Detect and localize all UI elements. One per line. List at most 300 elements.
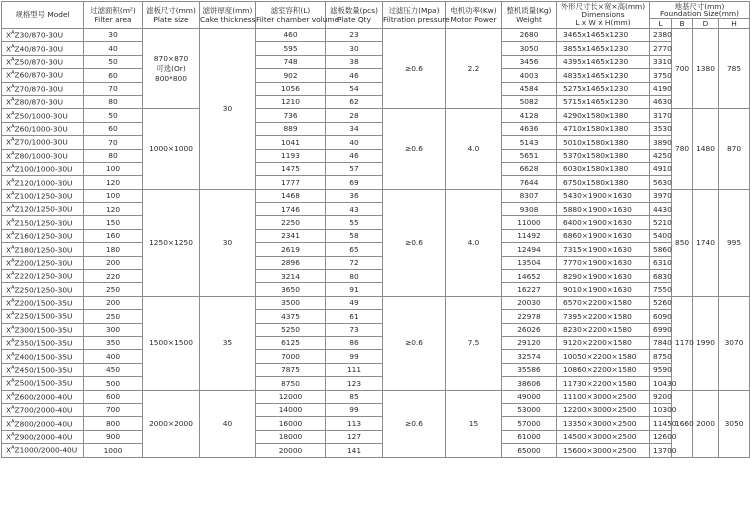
plate-qty-cell: 99: [326, 403, 383, 416]
pressure-cell: ≥0.6: [383, 296, 446, 390]
model-code: Z160/1250-30U: [14, 231, 73, 241]
table-row: [2, 283, 750, 296]
weight-cell: 4128: [502, 109, 557, 122]
filter-area-cell: 50: [84, 109, 143, 122]
dimensions-cell: 7395×2200×1580: [557, 310, 650, 323]
model-superscript: A: [11, 110, 15, 117]
foundation-l-cell: 5400: [650, 229, 672, 242]
motor-power-cell: 15: [446, 390, 502, 457]
weight-cell: 16227: [502, 283, 557, 296]
chamber-volume-cell: 595: [256, 42, 326, 55]
plate-qty-cell: 72: [326, 256, 383, 269]
weight-cell: 4003: [502, 69, 557, 82]
filter-area-cell: 250: [84, 283, 143, 296]
model-prefix: X: [6, 84, 12, 94]
plate-qty-cell: 46: [326, 69, 383, 82]
plate-qty-cell: 30: [326, 42, 383, 55]
foundation-l-cell: 9590: [650, 363, 672, 376]
model-superscript: A: [11, 204, 15, 211]
foundation-b-cell: 780: [672, 109, 693, 189]
plate-qty-cell: 99: [326, 350, 383, 363]
plate-size-value: 1250×1250: [149, 238, 193, 248]
model-superscript: A: [11, 217, 15, 224]
model-cell: [2, 55, 84, 68]
filter-area-cell: 200: [84, 296, 143, 309]
foundation-l-cell: 3890: [650, 136, 672, 149]
chamber-volume-cell: 889: [256, 122, 326, 135]
motor-power-cell: 7.5: [446, 296, 502, 390]
dimensions-cell: 11730×2200×1580: [557, 377, 650, 390]
model-cell: [2, 189, 84, 202]
table-row: [2, 296, 750, 309]
plate-qty-cell: 43: [326, 203, 383, 216]
plate-size-cell: [143, 29, 200, 109]
model-code: Z350/1500-35U: [14, 338, 73, 348]
filter-area-cell: 100: [84, 189, 143, 202]
dimensions-cell: 6400×1900×1630: [557, 216, 650, 229]
weight-cell: 61000: [502, 430, 557, 443]
model-prefix: X: [6, 164, 12, 174]
motor-power-cell: 4.0: [446, 109, 502, 189]
model-code: Z450/1500-35U: [14, 365, 73, 375]
filter-area-cell: 80: [84, 95, 143, 108]
model-superscript: A: [11, 97, 15, 104]
model-prefix: X: [6, 70, 12, 80]
pressure-cell: ≥0.6: [383, 189, 446, 296]
filter-press-spec-table: [1, 1, 750, 458]
chamber-volume-cell: 1193: [256, 149, 326, 162]
dimensions-cell: 5880×1900×1630: [557, 203, 650, 216]
table-row: [2, 323, 750, 336]
dimensions-cell: 4835x1465x1230: [557, 69, 650, 82]
model-code: Z250/1250-30U: [14, 285, 73, 295]
model-prefix: X: [6, 365, 12, 375]
pressure-cell: ≥0.6: [383, 109, 446, 189]
filter-area-cell: 450: [84, 363, 143, 376]
weight-cell: 13504: [502, 256, 557, 269]
table-row: [2, 430, 750, 443]
dimensions-cell: 12200×3000×2500: [557, 403, 650, 416]
chamber-volume-cell: 6125: [256, 336, 326, 349]
weight-cell: 7644: [502, 176, 557, 189]
foundation-b-cell: 850: [672, 189, 693, 296]
table-row: [2, 95, 750, 108]
model-superscript: A: [11, 30, 15, 37]
table-row: [2, 189, 750, 202]
foundation-d-cell: 1480: [693, 109, 719, 189]
model-prefix: X: [6, 325, 12, 335]
header-filter-area: 过滤面积(m²) Filter area: [84, 2, 143, 29]
chamber-volume-cell: 8750: [256, 377, 326, 390]
chamber-volume-cell: 1056: [256, 82, 326, 95]
plate-qty-cell: 34: [326, 122, 383, 135]
model-cell: [2, 256, 84, 269]
filter-area-cell: 300: [84, 323, 143, 336]
foundation-l-cell: 4630: [650, 95, 672, 108]
weight-cell: 35586: [502, 363, 557, 376]
model-prefix: X: [6, 445, 12, 455]
dimensions-cell: 7770×1900×1630: [557, 256, 650, 269]
chamber-volume-cell: 3214: [256, 270, 326, 283]
model-cell: [2, 82, 84, 95]
model-code: Z800/2000-40U: [14, 419, 73, 429]
weight-cell: 11492: [502, 229, 557, 242]
model-prefix: X: [6, 111, 12, 121]
plate-qty-cell: 69: [326, 176, 383, 189]
filter-area-cell: 180: [84, 243, 143, 256]
filter-area-cell: 70: [84, 82, 143, 95]
header-foundation-b: B: [672, 19, 693, 29]
foundation-l-cell: 12600: [650, 430, 672, 443]
model-cell: [2, 229, 84, 242]
header-chamber-volume: 滤室容积(L) Filter chamber volume: [256, 2, 326, 29]
plate-qty-cell: 65: [326, 243, 383, 256]
plate-qty-cell: 57: [326, 162, 383, 175]
model-cell: [2, 363, 84, 376]
dimensions-cell: 6750x1580x1380: [557, 176, 650, 189]
plate-qty-cell: 36: [326, 189, 383, 202]
header-dimensions: 外形尺寸长×宽×高(mm) Dimensions L x W x H(mm): [557, 2, 650, 29]
model-prefix: X: [6, 244, 12, 254]
dimensions-cell: 5010x1580x1380: [557, 136, 650, 149]
model-prefix: X: [6, 44, 12, 54]
foundation-l-cell: 8750: [650, 350, 672, 363]
model-superscript: A: [11, 405, 15, 412]
chamber-volume-cell: 748: [256, 55, 326, 68]
foundation-d-cell: 2000: [693, 390, 719, 457]
model-superscript: A: [11, 190, 15, 197]
weight-cell: 6628: [502, 162, 557, 175]
model-prefix: X: [6, 285, 12, 295]
plate-qty-cell: 28: [326, 109, 383, 122]
dimensions-cell: 11100×3000×2500: [557, 390, 650, 403]
plate-qty-cell: 38: [326, 55, 383, 68]
model-cell: [2, 296, 84, 309]
table-row: [2, 417, 750, 430]
model-code: Z150/1250-30U: [14, 218, 73, 228]
header-foundation-d: D: [693, 19, 719, 29]
chamber-volume-cell: 7000: [256, 350, 326, 363]
model-prefix: X: [6, 178, 12, 188]
model-prefix: X: [6, 311, 12, 321]
foundation-l-cell: 13700: [650, 444, 672, 457]
plate-qty-cell: 73: [326, 323, 383, 336]
plate-size-cell: [143, 296, 200, 390]
weight-cell: 38606: [502, 377, 557, 390]
weight-cell: 5082: [502, 95, 557, 108]
model-cell: [2, 203, 84, 216]
cake-thickness-cell: 35: [200, 296, 256, 390]
foundation-l-cell: 7550: [650, 283, 672, 296]
model-code: Z120/1000-30U: [14, 178, 73, 188]
model-superscript: A: [11, 284, 15, 291]
model-code: Z220/1250-30U: [14, 271, 73, 281]
table-row: [2, 29, 750, 42]
model-superscript: A: [11, 57, 15, 64]
plate-qty-cell: 111: [326, 363, 383, 376]
model-code: Z60/1000-30U: [14, 124, 68, 134]
foundation-l-cell: 5210: [650, 216, 672, 229]
weight-cell: 57000: [502, 417, 557, 430]
model-cell: [2, 162, 84, 175]
model-cell: [2, 390, 84, 403]
table-row: [2, 216, 750, 229]
foundation-h-cell: 785: [719, 29, 750, 109]
chamber-volume-cell: 4375: [256, 310, 326, 323]
chamber-volume-cell: 16000: [256, 417, 326, 430]
model-cell: [2, 69, 84, 82]
dimensions-cell: 3465x1465x1230: [557, 29, 650, 42]
foundation-l-cell: 6830: [650, 270, 672, 283]
model-cell: [2, 243, 84, 256]
header-cake-thickness: 滤饼厚度(mm) Cake thickness: [200, 2, 256, 29]
table-row: [2, 55, 750, 68]
foundation-l-cell: 6090: [650, 310, 672, 323]
plate-qty-cell: 23: [326, 29, 383, 42]
foundation-h-cell: 870: [719, 109, 750, 189]
model-superscript: A: [11, 150, 15, 157]
cake-thickness-cell: 30: [200, 29, 256, 190]
model-prefix: X: [6, 378, 12, 388]
foundation-l-cell: 3530: [650, 122, 672, 135]
foundation-l-cell: 10430: [650, 377, 672, 390]
model-cell: [2, 417, 84, 430]
model-cell: [2, 283, 84, 296]
model-cell: [2, 430, 84, 443]
model-prefix: X: [6, 151, 12, 161]
model-cell: [2, 176, 84, 189]
filter-area-cell: 350: [84, 336, 143, 349]
chamber-volume-cell: 2896: [256, 256, 326, 269]
plate-qty-cell: 54: [326, 82, 383, 95]
header-filtration-pressure: 过滤压力(Mpa) Filtration pressure: [383, 2, 446, 29]
model-cell: [2, 122, 84, 135]
model-prefix: X: [6, 97, 12, 107]
plate-qty-cell: 49: [326, 296, 383, 309]
plate-qty-cell: 141: [326, 444, 383, 457]
foundation-l-cell: 4250: [650, 149, 672, 162]
plate-qty-cell: 46: [326, 149, 383, 162]
filter-area-cell: 600: [84, 390, 143, 403]
foundation-b-cell: 1170: [672, 296, 693, 390]
motor-power-cell: 2.2: [446, 29, 502, 109]
filter-area-cell: 800: [84, 417, 143, 430]
model-superscript: A: [11, 70, 15, 77]
model-prefix: X: [6, 191, 12, 201]
table-row: [2, 69, 750, 82]
chamber-volume-cell: 20000: [256, 444, 326, 457]
table-row: [2, 109, 750, 122]
dimensions-cell: 6860×1900×1630: [557, 229, 650, 242]
plate-qty-cell: 86: [326, 336, 383, 349]
foundation-d-cell: 1740: [693, 189, 719, 296]
model-superscript: A: [11, 338, 15, 345]
model-cell: [2, 149, 84, 162]
filter-area-cell: 80: [84, 149, 143, 162]
model-prefix: X: [6, 352, 12, 362]
filter-area-cell: 500: [84, 377, 143, 390]
foundation-l-cell: 4910: [650, 162, 672, 175]
model-superscript: A: [11, 244, 15, 251]
foundation-l-cell: 6990: [650, 323, 672, 336]
model-code: Z80/870-30U: [14, 97, 64, 107]
model-superscript: A: [11, 257, 15, 264]
model-superscript: A: [11, 298, 15, 305]
plate-size-value: 2000×2000: [149, 418, 193, 428]
foundation-l-cell: 4430: [650, 203, 672, 216]
table-row: [2, 377, 750, 390]
dimensions-cell: 6030x1580x1380: [557, 162, 650, 175]
model-code: Z70/870-30U: [14, 84, 64, 94]
filter-area-cell: 160: [84, 229, 143, 242]
filter-area-cell: 120: [84, 203, 143, 216]
weight-cell: 32574: [502, 350, 557, 363]
model-prefix: X: [6, 338, 12, 348]
chamber-volume-cell: 902: [256, 69, 326, 82]
dimensions-cell: 15600×3000×2500: [557, 444, 650, 457]
model-code: Z200/1500-35U: [14, 298, 73, 308]
filter-area-cell: 900: [84, 430, 143, 443]
dimensions-cell: 5275x1465x1230: [557, 82, 650, 95]
foundation-l-cell: 7840: [650, 336, 672, 349]
chamber-volume-cell: 1210: [256, 95, 326, 108]
weight-cell: 4584: [502, 82, 557, 95]
foundation-l-cell: 11450: [650, 417, 672, 430]
model-superscript: A: [11, 164, 15, 171]
model-code: Z900/2000-40U: [14, 432, 73, 442]
model-cell: [2, 136, 84, 149]
model-cell: [2, 377, 84, 390]
chamber-volume-cell: 18000: [256, 430, 326, 443]
foundation-l-cell: 3310: [650, 55, 672, 68]
pressure-cell: ≥0.6: [383, 390, 446, 457]
model-cell: [2, 336, 84, 349]
plate-qty-cell: 113: [326, 417, 383, 430]
weight-cell: 8307: [502, 189, 557, 202]
chamber-volume-cell: 14000: [256, 403, 326, 416]
foundation-l-cell: 2380: [650, 29, 672, 42]
model-code: Z60/870-30U: [14, 70, 64, 80]
model-code: Z70/1000-30U: [14, 137, 68, 147]
weight-cell: 3050: [502, 42, 557, 55]
model-cell: [2, 403, 84, 416]
model-superscript: A: [11, 43, 15, 50]
model-superscript: A: [11, 177, 15, 184]
weight-cell: 14652: [502, 270, 557, 283]
model-code: Z100/1250-30U: [14, 191, 73, 201]
weight-cell: 5651: [502, 149, 557, 162]
weight-cell: 20030: [502, 296, 557, 309]
model-code: Z250/1500-35U: [14, 311, 73, 321]
plate-qty-cell: 127: [326, 430, 383, 443]
filter-area-cell: 200: [84, 256, 143, 269]
weight-cell: 4636: [502, 122, 557, 135]
plate-qty-cell: 123: [326, 377, 383, 390]
filter-area-cell: 100: [84, 162, 143, 175]
plate-size-value: 1500×1500: [149, 338, 193, 348]
chamber-volume-cell: 1468: [256, 189, 326, 202]
chamber-volume-cell: 1777: [256, 176, 326, 189]
plate-qty-cell: 58: [326, 229, 383, 242]
plate-qty-cell: 55: [326, 216, 383, 229]
chamber-volume-cell: 2619: [256, 243, 326, 256]
weight-cell: 11000: [502, 216, 557, 229]
filter-area-cell: 40: [84, 42, 143, 55]
weight-cell: 3456: [502, 55, 557, 68]
chamber-volume-cell: 2250: [256, 216, 326, 229]
model-superscript: A: [11, 378, 15, 385]
dimensions-cell: 13350×3000×2500: [557, 417, 650, 430]
table-row: [2, 229, 750, 242]
model-cell: [2, 216, 84, 229]
table-row: [2, 256, 750, 269]
chamber-volume-cell: 736: [256, 109, 326, 122]
filter-area-cell: 50: [84, 55, 143, 68]
model-superscript: A: [11, 365, 15, 372]
weight-cell: 5143: [502, 136, 557, 149]
model-code: Z180/1250-30U: [14, 244, 73, 254]
model-code: Z100/1000-30U: [14, 164, 73, 174]
table-row: [2, 149, 750, 162]
header-model: 规格型号 Model: [2, 2, 84, 29]
model-code: Z200/1250-30U: [14, 258, 73, 268]
model-superscript: A: [11, 418, 15, 425]
filter-area-cell: 150: [84, 216, 143, 229]
model-prefix: X: [6, 419, 12, 429]
dimensions-cell: 3855x1465x1230: [557, 42, 650, 55]
weight-cell: 22978: [502, 310, 557, 323]
filter-area-cell: 30: [84, 29, 143, 42]
foundation-l-cell: 2770: [650, 42, 672, 55]
plate-qty-cell: 62: [326, 95, 383, 108]
header-motor-power: 电机功率(Kw) Motor Power: [446, 2, 502, 29]
dimensions-cell: 4395x1465x1230: [557, 55, 650, 68]
weight-cell: 53000: [502, 403, 557, 416]
model-superscript: A: [11, 83, 15, 90]
header-plate-size: 滤板尺寸(mm) Plate size: [143, 2, 200, 29]
model-prefix: X: [6, 392, 12, 402]
foundation-l-cell: 6310: [650, 256, 672, 269]
model-superscript: A: [11, 324, 15, 331]
filter-area-cell: 250: [84, 310, 143, 323]
chamber-volume-cell: 1041: [256, 136, 326, 149]
foundation-b-cell: 1660: [672, 390, 693, 457]
weight-cell: 2680: [502, 29, 557, 42]
foundation-d-cell: 1990: [693, 296, 719, 390]
header-weight: 整机质量(Kg) Weight: [502, 2, 557, 29]
dimensions-cell: 8290×1900×1630: [557, 270, 650, 283]
model-prefix: X: [6, 30, 12, 40]
dimensions-cell: 14500×3000×2500: [557, 430, 650, 443]
model-prefix: X: [6, 432, 12, 442]
model-cell: [2, 444, 84, 457]
model-code: Z50/870-30U: [14, 57, 64, 67]
dimensions-cell: 5370x1580x1380: [557, 149, 650, 162]
table-row: [2, 122, 750, 135]
table-row: [2, 444, 750, 457]
plate-size-value: 870×870: [153, 53, 189, 63]
dimensions-cell: 6570×2200×1580: [557, 296, 650, 309]
chamber-volume-cell: 3650: [256, 283, 326, 296]
chamber-volume-cell: 5250: [256, 323, 326, 336]
chamber-volume-cell: 460: [256, 29, 326, 42]
model-superscript: A: [11, 445, 15, 452]
model-code: Z700/2000-40U: [14, 405, 73, 415]
model-prefix: X: [6, 218, 12, 228]
model-superscript: A: [11, 431, 15, 438]
model-cell: [2, 350, 84, 363]
table-row: [2, 350, 750, 363]
